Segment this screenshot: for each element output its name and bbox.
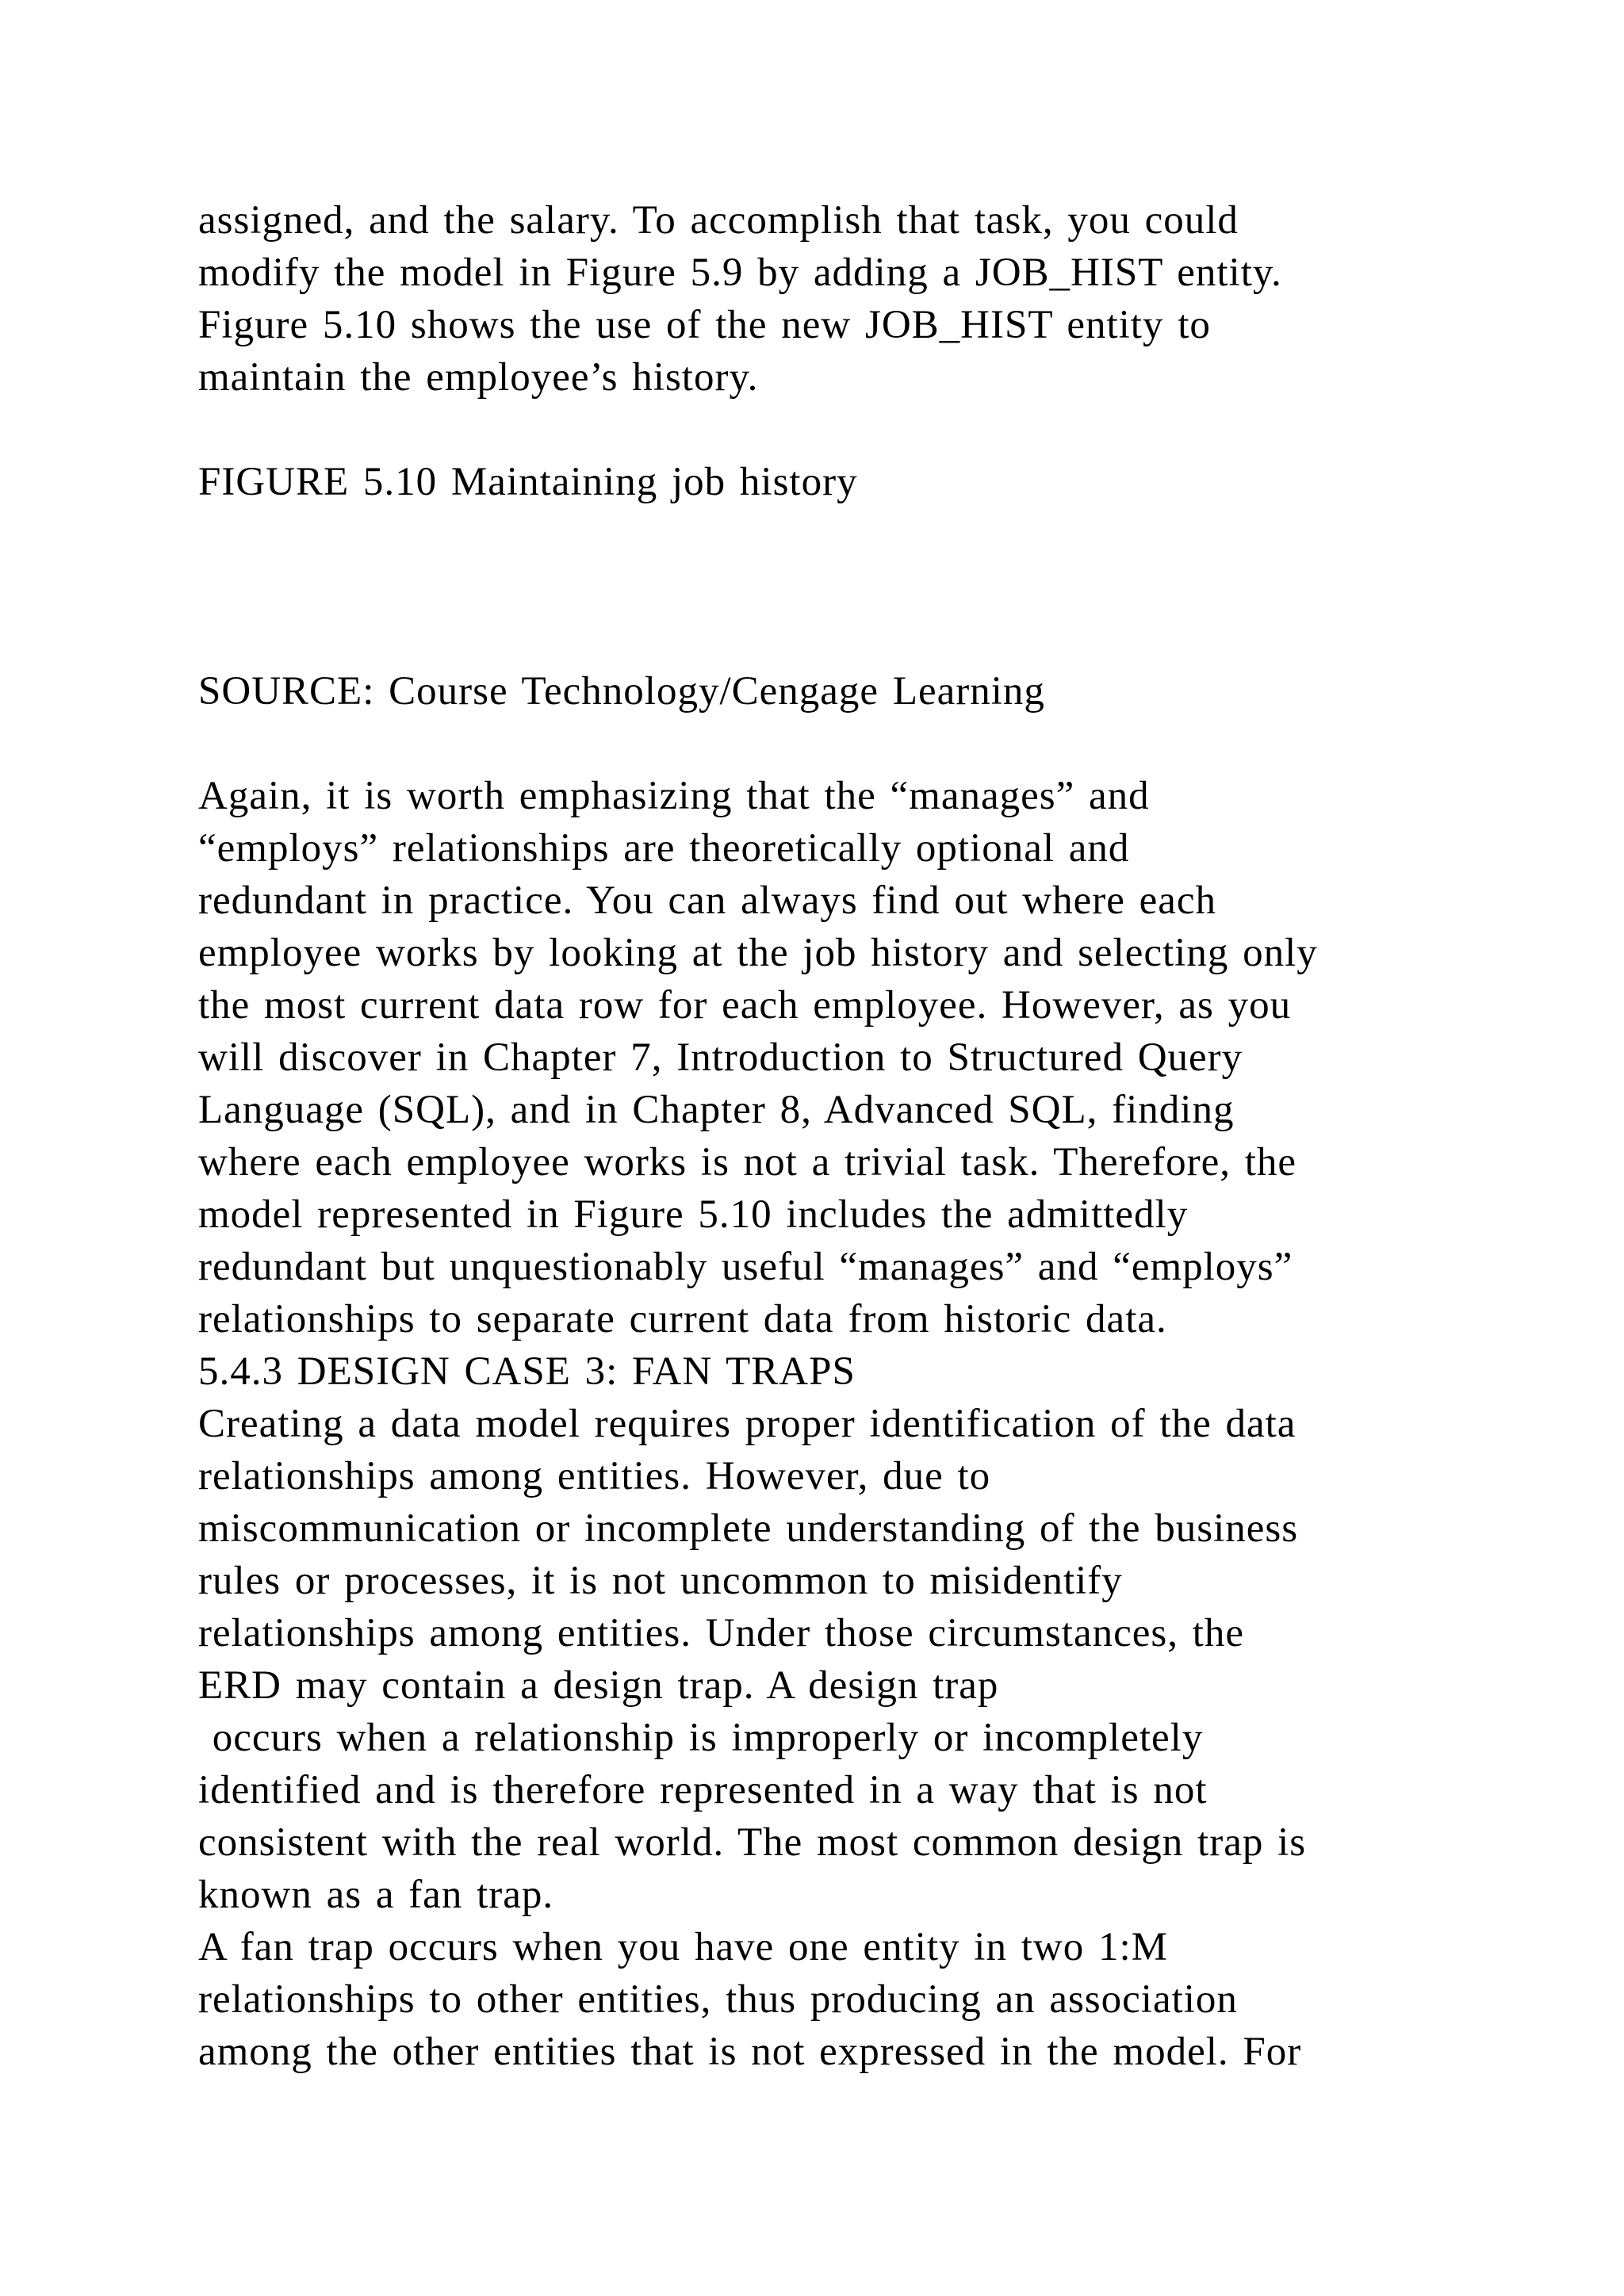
body-line: occurs when a relationship is improperly or incompletely: [198, 1716, 1204, 1760]
body-line: employee works by looking at the job history and selecting only: [198, 931, 1318, 975]
body-line: identified and is therefore represented in a way that is not: [198, 1768, 1208, 1812]
section-heading: 5.4.3 DESIGN CASE 3: FAN TRAPS: [198, 1349, 856, 1394]
body-line: Language (SQL), and in Chapter 8, Advanced SQL, finding: [198, 1088, 1235, 1132]
body-line: redundant in practice. You can always find out where each: [198, 878, 1217, 923]
body-line: consistent with the real world. The most common design trap is: [198, 1820, 1307, 1865]
body-line: Again, it is worth emphasizing that the “manages” and: [198, 774, 1150, 818]
body-line: relationships to other entities, thus producing an association: [198, 1977, 1238, 2022]
body-line: relationships to separate current data from historic data.: [198, 1297, 1167, 1341]
body-line: “employs” relationships are theoretically optional and: [198, 826, 1130, 871]
body-line: relationships among entities. However, due to: [198, 1454, 991, 1498]
body-line: model represented in Figure 5.10 includes the admittedly: [198, 1192, 1189, 1237]
body-line: miscommunication or incomplete understanding of the business: [198, 1506, 1299, 1551]
body-line: the most current data row for each employee. However, as you: [198, 983, 1292, 1027]
body-line: will discover in Chapter 7, Introduction to Structured Query: [198, 1035, 1243, 1080]
body-line: A fan trap occurs when you have one entity in two 1:M: [198, 1925, 1168, 1969]
body-line: known as a fan trap.: [198, 1873, 554, 1917]
body-line: among the other entities that is not expressed in the model. For: [198, 2030, 1302, 2074]
body-line: where each employee works is not a trivial task. Therefore, the: [198, 1140, 1297, 1184]
body-line: relationships among entities. Under those circumstances, the: [198, 1611, 1245, 1655]
figure-caption: FIGURE 5.10 Maintaining job history: [198, 460, 858, 504]
intro-line: modify the model in Figure 5.9 by adding a JOB_HIST entity.: [198, 251, 1282, 295]
body-line: rules or processes, it is not uncommon to misidentify: [198, 1559, 1123, 1603]
body-line: ERD may contain a design trap. A design trap: [198, 1663, 999, 1708]
intro-line: maintain the employee’s history.: [198, 355, 759, 400]
intro-line: assigned, and the salary. To accomplish that task, you could: [198, 198, 1239, 243]
body-line: redundant but unquestionably useful “manages” and “employs”: [198, 1245, 1293, 1289]
intro-line: Figure 5.10 shows the use of the new JOB_HIST entity to: [198, 303, 1211, 347]
source-credit: SOURCE: Course Technology/Cengage Learning: [198, 669, 1045, 714]
body-line: Creating a data model requires proper identification of the data: [198, 1402, 1297, 1446]
